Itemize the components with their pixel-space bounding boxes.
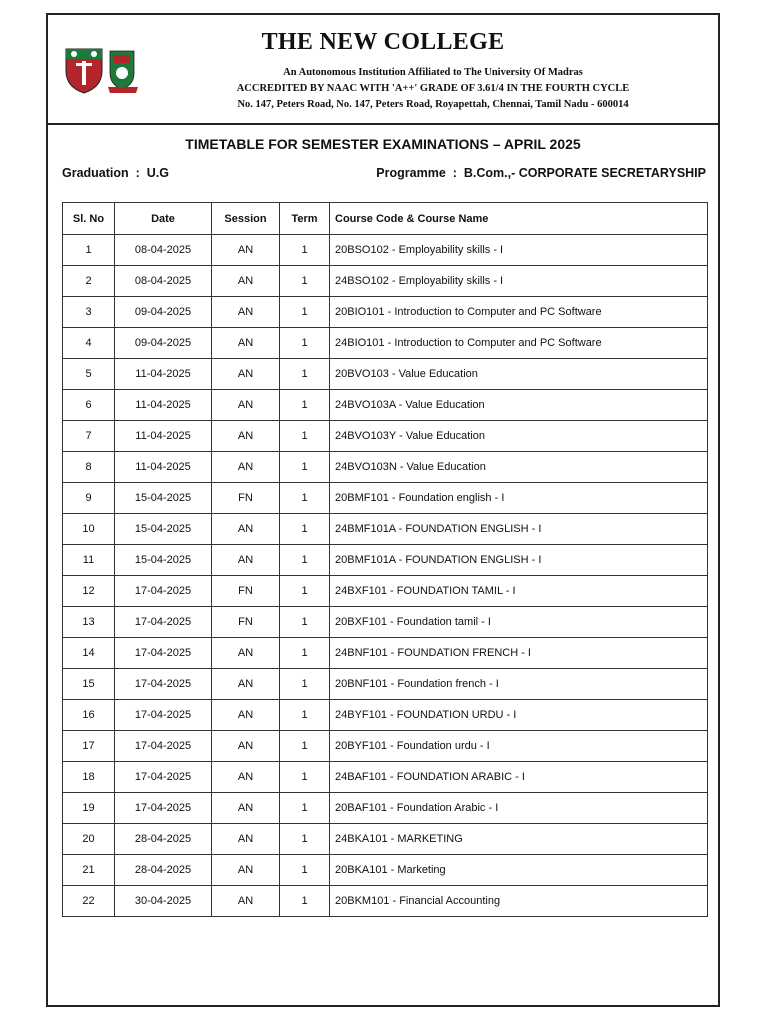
cell-course: 20BSO102 - Employability skills - I	[330, 235, 708, 266]
exam-timetable	[62, 202, 708, 917]
cell-date: 11-04-2025	[115, 452, 212, 483]
cell-course: 24BYF101 - FOUNDATION URDU - I	[330, 700, 708, 731]
cell-sl-no: 21	[63, 855, 115, 886]
header-term: Term	[280, 203, 330, 235]
cell-sl-no: 1	[63, 235, 115, 266]
cell-date: 09-04-2025	[115, 328, 212, 359]
cell-session: FN	[212, 607, 280, 638]
cell-sl-no: 12	[63, 576, 115, 607]
cell-sl-no: 10	[63, 514, 115, 545]
anniversary-emblem-icon	[108, 51, 138, 93]
cell-session: AN	[212, 886, 280, 917]
cell-sl-no: 16	[63, 700, 115, 731]
cell-session: FN	[212, 483, 280, 514]
header-session: Session	[212, 203, 280, 235]
cell-session: AN	[212, 731, 280, 762]
cell-term: 1	[280, 731, 330, 762]
cell-date: 30-04-2025	[115, 886, 212, 917]
cell-sl-no: 8	[63, 452, 115, 483]
cell-date: 15-04-2025	[115, 483, 212, 514]
cell-course: 20BVO103 - Value Education	[330, 359, 708, 390]
cell-term: 1	[280, 886, 330, 917]
timetable-title: TIMETABLE FOR SEMESTER EXAMINATIONS – APRIL 2025	[185, 136, 581, 152]
cell-term: 1	[280, 483, 330, 514]
cell-term: 1	[280, 793, 330, 824]
cell-date: 17-04-2025	[115, 576, 212, 607]
cell-term: 1	[280, 669, 330, 700]
cell-session: AN	[212, 452, 280, 483]
table-row	[63, 607, 708, 638]
cell-term: 1	[280, 700, 330, 731]
table-row	[63, 886, 708, 917]
cell-term: 1	[280, 421, 330, 452]
table-row	[63, 483, 708, 514]
cell-sl-no: 19	[63, 793, 115, 824]
cell-course: 20BKM101 - Financial Accounting	[330, 886, 708, 917]
cell-session: AN	[212, 328, 280, 359]
cell-term: 1	[280, 855, 330, 886]
affiliation-line: An Autonomous Institution Affiliated to The University Of Madras	[283, 67, 583, 78]
cell-date: 11-04-2025	[115, 359, 212, 390]
cell-course: 20BXF101 - Foundation tamil - I	[330, 607, 708, 638]
table-row	[63, 700, 708, 731]
cell-session: AN	[212, 545, 280, 576]
cell-session: AN	[212, 762, 280, 793]
cell-date: 17-04-2025	[115, 793, 212, 824]
cell-course: 24BNF101 - FOUNDATION FRENCH - I	[330, 638, 708, 669]
cell-sl-no: 17	[63, 731, 115, 762]
table-row	[63, 297, 708, 328]
programme-label: Programme	[376, 166, 446, 180]
cell-course: 24BXF101 - FOUNDATION TAMIL - I	[330, 576, 708, 607]
cell-date: 08-04-2025	[115, 266, 212, 297]
cell-session: AN	[212, 390, 280, 421]
cell-sl-no: 7	[63, 421, 115, 452]
cell-session: AN	[212, 638, 280, 669]
cell-term: 1	[280, 297, 330, 328]
cell-date: 08-04-2025	[115, 235, 212, 266]
cell-session: AN	[212, 855, 280, 886]
graduation-value: U.G	[146, 166, 169, 180]
cell-course: 24BAF101 - FOUNDATION ARABIC - I	[330, 762, 708, 793]
cell-session: AN	[212, 266, 280, 297]
programme-info: Programme : B.Com.,- CORPORATE SECRETARYSHIP	[376, 166, 706, 180]
cell-date: 15-04-2025	[115, 514, 212, 545]
cell-course: 20BAF101 - Foundation Arabic - I	[330, 793, 708, 824]
cell-course: 24BMF101A - FOUNDATION ENGLISH - I	[330, 514, 708, 545]
cell-date: 17-04-2025	[115, 638, 212, 669]
cell-term: 1	[280, 638, 330, 669]
programme-value: B.Com.,- CORPORATE SECRETARYSHIP	[463, 166, 706, 180]
table-row	[63, 793, 708, 824]
header-date: Date	[115, 203, 212, 235]
cell-term: 1	[280, 452, 330, 483]
cell-date: 28-04-2025	[115, 855, 212, 886]
cell-sl-no: 9	[63, 483, 115, 514]
table-row	[63, 824, 708, 855]
cell-course: 24BSO102 - Employability skills - I	[330, 266, 708, 297]
cell-course: 20BNF101 - Foundation french - I	[330, 669, 708, 700]
cell-term: 1	[280, 514, 330, 545]
cell-sl-no: 4	[63, 328, 115, 359]
table-row	[63, 359, 708, 390]
cell-sl-no: 3	[63, 297, 115, 328]
cell-session: AN	[212, 235, 280, 266]
table-row	[63, 545, 708, 576]
table-row	[63, 669, 708, 700]
table-row	[63, 235, 708, 266]
cell-term: 1	[280, 762, 330, 793]
cell-sl-no: 15	[63, 669, 115, 700]
cell-date: 15-04-2025	[115, 545, 212, 576]
cell-sl-no: 11	[63, 545, 115, 576]
graduation-info: Graduation : U.G	[62, 166, 169, 180]
cell-term: 1	[280, 607, 330, 638]
accreditation-line: ACCREDITED BY NAAC WITH 'A++' GRADE OF 3.61/4 IN THE FOURTH CYCLE	[236, 83, 630, 94]
cell-course: 24BVO103Y - Value Education	[330, 421, 708, 452]
table-row	[63, 855, 708, 886]
cell-date: 17-04-2025	[115, 669, 212, 700]
cell-date: 17-04-2025	[115, 607, 212, 638]
cell-session: AN	[212, 700, 280, 731]
cell-date: 11-04-2025	[115, 421, 212, 452]
cell-sl-no: 20	[63, 824, 115, 855]
cell-date: 17-04-2025	[115, 762, 212, 793]
cell-term: 1	[280, 328, 330, 359]
cell-course: 20BYF101 - Foundation urdu - I	[330, 731, 708, 762]
table-row	[63, 638, 708, 669]
table-row	[63, 266, 708, 297]
header-course: Course Code & Course Name	[330, 203, 708, 235]
cell-sl-no: 6	[63, 390, 115, 421]
cell-course: 24BKA101 - MARKETING	[330, 824, 708, 855]
cell-date: 11-04-2025	[115, 390, 212, 421]
cell-term: 1	[280, 266, 330, 297]
table-row	[63, 421, 708, 452]
cell-session: AN	[212, 514, 280, 545]
cell-course: 20BMF101 - Foundation english - I	[330, 483, 708, 514]
address-line: No. 147, Peters Road, No. 147, Peters Road, Royapettah, Chennai, Tamil Nadu - 600014	[237, 99, 629, 110]
cell-sl-no: 18	[63, 762, 115, 793]
cell-date: 17-04-2025	[115, 700, 212, 731]
cell-course: 24BVO103A - Value Education	[330, 390, 708, 421]
header-sl-no: Sl. No	[63, 203, 115, 235]
table-row	[63, 452, 708, 483]
graduation-label: Graduation	[62, 166, 129, 180]
cell-session: AN	[212, 359, 280, 390]
cell-session: AN	[212, 421, 280, 452]
table-row	[63, 328, 708, 359]
table-row	[63, 576, 708, 607]
table-row	[63, 390, 708, 421]
college-name: THE NEW COLLEGE	[261, 29, 505, 55]
cell-course: 24BVO103N - Value Education	[330, 452, 708, 483]
cell-date: 09-04-2025	[115, 297, 212, 328]
cell-sl-no: 14	[63, 638, 115, 669]
cell-date: 28-04-2025	[115, 824, 212, 855]
cell-course: 20BMF101A - FOUNDATION ENGLISH - I	[330, 545, 708, 576]
cell-session: AN	[212, 669, 280, 700]
cell-term: 1	[280, 390, 330, 421]
cell-sl-no: 22	[63, 886, 115, 917]
cell-term: 1	[280, 545, 330, 576]
college-header	[48, 15, 718, 125]
cell-course: 20BKA101 - Marketing	[330, 855, 708, 886]
cell-term: 1	[280, 824, 330, 855]
cell-term: 1	[280, 359, 330, 390]
cell-sl-no: 5	[63, 359, 115, 390]
cell-session: AN	[212, 297, 280, 328]
cell-session: FN	[212, 576, 280, 607]
table-body	[63, 235, 708, 917]
cell-course: 20BIO101 - Introduction to Computer and PC Software	[330, 297, 708, 328]
cell-sl-no: 13	[63, 607, 115, 638]
cell-date: 17-04-2025	[115, 731, 212, 762]
cell-term: 1	[280, 235, 330, 266]
document-frame	[46, 13, 720, 1007]
table-header-row	[63, 203, 708, 235]
table-row	[63, 731, 708, 762]
cell-session: AN	[212, 824, 280, 855]
cell-session: AN	[212, 793, 280, 824]
table-row	[63, 514, 708, 545]
table-row	[63, 762, 708, 793]
cell-term: 1	[280, 576, 330, 607]
cell-sl-no: 2	[63, 266, 115, 297]
cell-course: 24BIO101 - Introduction to Computer and PC Software	[330, 328, 708, 359]
